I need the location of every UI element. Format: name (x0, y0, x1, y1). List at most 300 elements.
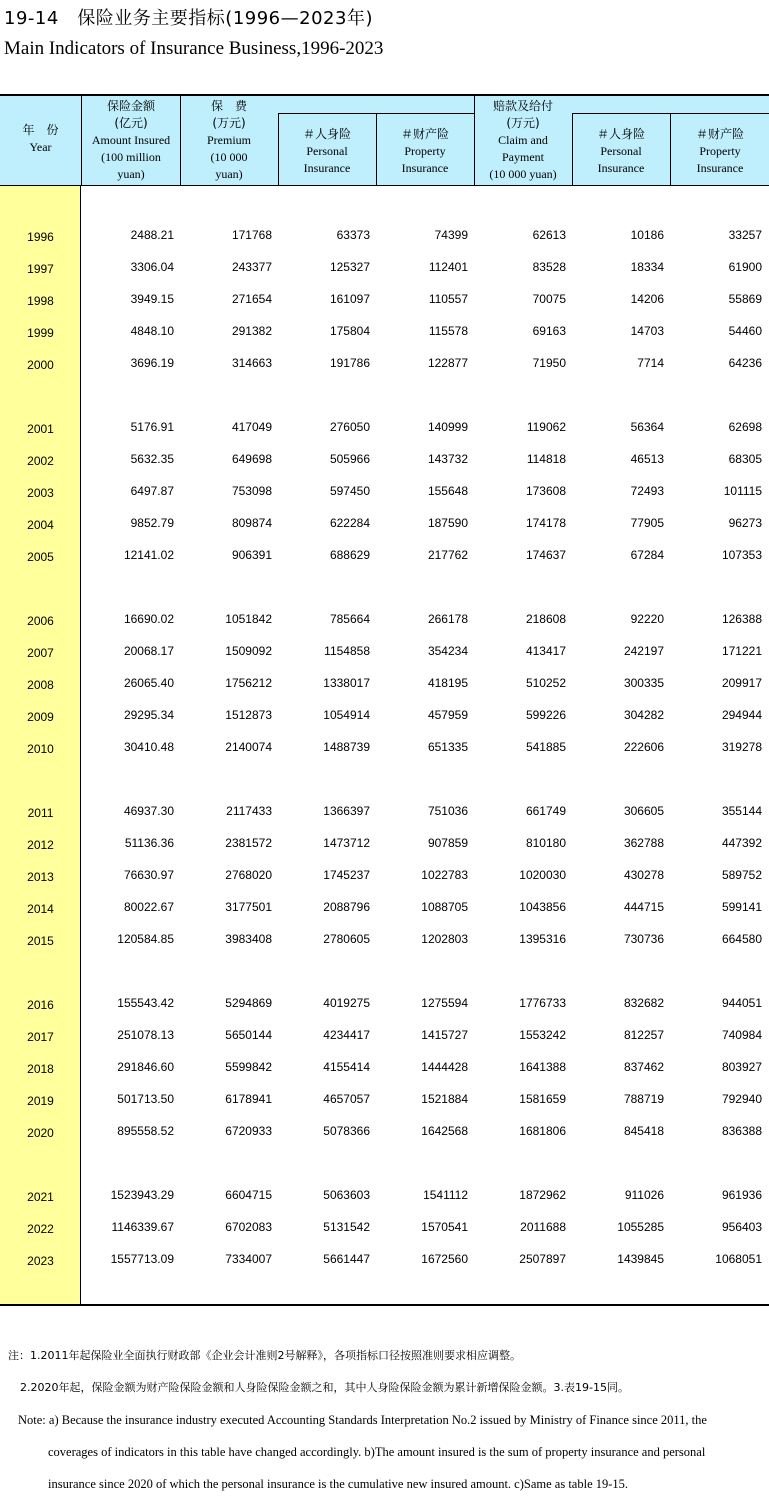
cell-premium: 171768 (231, 228, 272, 242)
cell-year: 2020 (27, 1126, 54, 1140)
cell-amount-insured: 30410.48 (123, 740, 174, 754)
header-premium-unit-en2: yuan) (215, 167, 243, 181)
cell-claim-personal: 837462 (623, 1060, 664, 1074)
cell-premium-personal: 5063603 (323, 1188, 370, 1202)
cell-premium-personal: 4155414 (323, 1060, 370, 1074)
cell-premium-personal: 63373 (336, 228, 370, 242)
cell-amount-insured: 20068.17 (123, 644, 174, 658)
header-premium-personal-en: Personal (306, 144, 348, 158)
cell-premium: 2117433 (226, 804, 272, 818)
cell-premium-property: 907859 (427, 836, 468, 850)
cell-premium-property: 1415727 (421, 1028, 468, 1042)
cell-claim-property: 171221 (721, 644, 762, 658)
cell-premium-property: 187590 (427, 516, 468, 530)
cell-premium: 3983408 (225, 932, 272, 946)
header-amount-unit-en: (100 million (101, 150, 161, 164)
cell-claim-property: 589752 (721, 868, 762, 882)
cell-premium: 1051842 (225, 612, 272, 626)
cell-year: 2023 (27, 1254, 54, 1268)
header-premium-en: Premium (207, 133, 251, 147)
cell-premium-personal: 125327 (329, 260, 370, 274)
cell-premium-personal: 2088796 (323, 900, 370, 914)
cell-claim: 173608 (525, 484, 566, 498)
cell-premium-property: 1672560 (421, 1252, 468, 1266)
cell-premium-property: 1521884 (421, 1092, 468, 1106)
cell-year: 2000 (27, 358, 54, 372)
cell-amount-insured: 3696.19 (130, 356, 174, 370)
cell-claim-property: 961936 (721, 1188, 762, 1202)
cell-claim-property: 803927 (721, 1060, 762, 1074)
header-amount-en: Amount Insured (91, 133, 171, 147)
table-row (0, 1188, 769, 1206)
cell-claim: 119062 (526, 420, 566, 434)
header-premium-cn: 保 费 (210, 99, 247, 113)
cell-claim-property: 62698 (728, 420, 762, 434)
cell-claim-property: 599141 (721, 900, 762, 914)
note-en-2: coverages of indicators in this table have changed accordingly. b)The amount insured is the sum of property insurance and personal (48, 1445, 706, 1459)
cell-claim-personal: 304282 (623, 708, 664, 722)
cell-claim-personal: 72493 (630, 484, 664, 498)
cell-amount-insured: 291846.60 (117, 1060, 174, 1074)
cell-premium: 809874 (231, 516, 272, 530)
cell-claim: 69163 (532, 324, 566, 338)
cell-premium-property: 1022783 (421, 868, 468, 882)
cell-claim-property: 319278 (721, 740, 762, 754)
cell-claim-property: 209917 (721, 676, 762, 690)
note-en-1: Note: a) Because the insurance industry executed Accounting Standards Interpretation No.2 issued by Ministry of Finance since 2011, the (18, 1413, 707, 1427)
cell-claim: 1020030 (519, 868, 566, 882)
cell-premium-property: 122877 (427, 356, 468, 370)
cell-premium-personal: 2780605 (323, 932, 370, 946)
cell-year: 2019 (27, 1094, 54, 1108)
cell-premium-property: 1202803 (421, 932, 468, 946)
header-premium-personal-cn: ＃人身险 (302, 127, 351, 141)
cell-claim: 1395316 (519, 932, 566, 946)
page-title-cn: 19-14 保险业务主要指标(1996—2023年) (4, 8, 373, 29)
table-row (0, 420, 769, 438)
cell-premium-property: 1444428 (421, 1060, 468, 1074)
cell-premium-property: 418195 (427, 676, 468, 690)
cell-claim-property: 355144 (721, 804, 762, 818)
header-claim-property-cn: ＃财产险 (695, 127, 744, 141)
cell-premium-property: 751036 (427, 804, 468, 818)
header-premium-property-en: Property (404, 144, 446, 158)
cell-premium: 5294869 (225, 996, 272, 1010)
cell-claim-personal: 10186 (630, 228, 664, 242)
cell-premium-property: 74399 (434, 228, 468, 242)
cell-premium: 3177501 (225, 900, 272, 914)
cell-premium-property: 110557 (428, 292, 468, 306)
cell-claim-personal: 1055285 (617, 1220, 664, 1234)
cell-premium: 1509092 (225, 644, 272, 658)
cell-year: 2005 (27, 550, 54, 564)
cell-premium: 6604715 (225, 1188, 272, 1202)
cell-amount-insured: 1146339.67 (111, 1220, 174, 1234)
table-row (0, 516, 769, 534)
header-divider (572, 114, 573, 186)
cell-claim-personal: 306605 (623, 804, 664, 818)
cell-claim: 218608 (525, 612, 566, 626)
table-row (0, 1092, 769, 1110)
table-row (0, 260, 769, 278)
cell-claim-property: 836388 (721, 1124, 762, 1138)
cell-year: 2014 (27, 902, 54, 916)
cell-claim-property: 664580 (721, 932, 762, 946)
cell-claim-property: 68305 (728, 452, 762, 466)
table-row (0, 356, 769, 374)
cell-claim-personal: 7714 (637, 356, 664, 370)
header-claim-personal-en: Personal (600, 144, 642, 158)
cell-claim-personal: 14206 (630, 292, 664, 306)
cell-premium: 243377 (231, 260, 272, 274)
cell-amount-insured: 12141.02 (123, 548, 174, 562)
cell-premium-property: 112401 (428, 260, 468, 274)
cell-premium: 649698 (231, 452, 272, 466)
cell-premium-personal: 688629 (329, 548, 370, 562)
cell-claim: 1581659 (519, 1092, 566, 1106)
cell-amount-insured: 16690.02 (123, 612, 174, 626)
cell-premium-property: 143732 (427, 452, 468, 466)
header-year-en: Year (29, 140, 52, 154)
cell-premium: 2381572 (225, 836, 272, 850)
header-premium (181, 98, 277, 183)
cell-premium: 1512873 (225, 708, 272, 722)
cell-amount-insured: 1557713.09 (110, 1252, 174, 1266)
cell-premium: 906391 (231, 548, 272, 562)
cell-claim: 62613 (532, 228, 566, 242)
header-claim-property (671, 126, 769, 177)
cell-claim: 599226 (525, 708, 566, 722)
cell-claim: 541885 (525, 740, 566, 754)
header-divider (180, 96, 181, 186)
note-cn-1: 注：1.2011年起保险业全面执行财政部《企业会计准则2号解释》，各项指标口径按照准则要求相应调整。 (8, 1349, 521, 1362)
header-premium-personal-en2: Insurance (303, 161, 351, 175)
header-claim-personal-cn: ＃人身险 (596, 127, 645, 141)
cell-premium: 271654 (231, 292, 272, 306)
cell-year: 2013 (27, 870, 54, 884)
cell-premium-personal: 175804 (329, 324, 370, 338)
cell-claim-personal: 300335 (623, 676, 664, 690)
cell-amount-insured: 5176.91 (130, 420, 174, 434)
cell-premium-personal: 505966 (329, 452, 370, 466)
table-row (0, 708, 769, 726)
cell-year: 2021 (27, 1190, 54, 1204)
table-row (0, 868, 769, 886)
table-row (0, 1028, 769, 1046)
cell-premium-personal: 1488739 (323, 740, 370, 754)
cell-premium-personal: 5078366 (323, 1124, 370, 1138)
cell-premium-personal: 1366397 (323, 804, 370, 818)
cell-year: 2015 (27, 934, 54, 948)
header-claim-unit-en: (10 000 yuan) (489, 167, 557, 181)
cell-amount-insured: 46937.30 (123, 804, 174, 818)
cell-claim-property: 101115 (723, 484, 762, 498)
header-claim-unit-cn: (万元) (506, 116, 540, 130)
cell-claim: 661749 (525, 804, 566, 818)
cell-year: 2007 (27, 646, 54, 660)
header-year-cn: 年 份 (22, 123, 59, 137)
cell-claim-personal: 18334 (630, 260, 664, 274)
table-row (0, 452, 769, 470)
cell-premium-personal: 276050 (329, 420, 370, 434)
cell-claim-property: 792940 (721, 1092, 762, 1106)
cell-claim: 1553242 (519, 1028, 566, 1042)
cell-premium-property: 1541112 (423, 1188, 468, 1202)
cell-claim-property: 126388 (721, 612, 762, 626)
cell-amount-insured: 9852.79 (130, 516, 174, 530)
header-amount-unit-cn: (亿元) (114, 116, 148, 130)
cell-claim: 174178 (525, 516, 566, 530)
cell-amount-insured: 251078.13 (117, 1028, 174, 1042)
cell-premium: 7334007 (225, 1252, 272, 1266)
cell-claim: 2507897 (519, 1252, 566, 1266)
cell-year: 1999 (27, 326, 54, 340)
cell-premium-personal: 4657057 (323, 1092, 370, 1106)
cell-amount-insured: 895558.52 (117, 1124, 174, 1138)
cell-claim-property: 944051 (721, 996, 762, 1010)
cell-premium: 6720933 (225, 1124, 272, 1138)
cell-claim: 71950 (532, 356, 566, 370)
cell-premium: 417049 (231, 420, 272, 434)
cell-year: 2001 (27, 422, 54, 436)
header-divider (376, 114, 377, 186)
cell-year: 1996 (27, 230, 54, 244)
cell-premium-personal: 161097 (329, 292, 370, 306)
table-row (0, 996, 769, 1014)
cell-claim-personal: 222606 (623, 740, 664, 754)
cell-premium-personal: 1745237 (323, 868, 370, 882)
header-divider (474, 96, 475, 186)
cell-claim-property: 55869 (728, 292, 762, 306)
cell-amount-insured: 26065.40 (123, 676, 174, 690)
cell-year: 2008 (27, 678, 54, 692)
header-year (0, 122, 81, 156)
cell-premium-personal: 1054914 (323, 708, 370, 722)
cell-premium-property: 1642568 (421, 1124, 468, 1138)
cell-amount-insured: 155543.42 (117, 996, 174, 1010)
cell-claim-property: 33257 (728, 228, 762, 242)
note-cn-2: 2.2020年起，保险金额为财产险保险金额和人身险保险金额之和，其中人身险保险金额为累计新增保险金额。3.表19-15同。 (20, 1381, 629, 1394)
cell-claim: 114818 (526, 452, 566, 466)
cell-claim-personal: 812257 (623, 1028, 664, 1042)
header-premium-personal (279, 126, 375, 177)
cell-premium-personal: 1473712 (323, 836, 370, 850)
cell-premium: 5650144 (225, 1028, 272, 1042)
cell-premium-property: 1275594 (421, 996, 468, 1010)
cell-claim: 510252 (525, 676, 566, 690)
cell-year: 2022 (27, 1222, 54, 1236)
cell-claim-personal: 444715 (623, 900, 664, 914)
cell-amount-insured: 501713.50 (117, 1092, 174, 1106)
header-claim-en: Claim and (498, 133, 548, 147)
cell-claim-property: 447392 (721, 836, 762, 850)
cell-amount-insured: 3306.04 (130, 260, 174, 274)
header-divider (572, 113, 769, 114)
cell-year: 2006 (27, 614, 54, 628)
cell-year: 1998 (27, 294, 54, 308)
cell-claim: 2011688 (520, 1220, 566, 1234)
table-row (0, 836, 769, 854)
page-title-en: Main Indicators of Insurance Business,1996-2023 (4, 38, 384, 59)
cell-premium-personal: 5661447 (323, 1252, 370, 1266)
cell-amount-insured: 51136.36 (124, 836, 174, 850)
cell-amount-insured: 5632.35 (130, 452, 174, 466)
cell-year: 2002 (27, 454, 54, 468)
cell-claim: 413417 (525, 644, 566, 658)
cell-year: 1997 (27, 262, 54, 276)
header-claim-personal (573, 126, 669, 177)
header-premium-property-cn: ＃财产险 (400, 127, 449, 141)
cell-year: 2010 (27, 742, 54, 756)
cell-premium-property: 266178 (427, 612, 468, 626)
cell-claim-personal: 430278 (623, 868, 664, 882)
cell-premium-personal: 1154858 (324, 644, 370, 658)
header-claim-personal-en2: Insurance (597, 161, 645, 175)
cell-claim: 83528 (532, 260, 566, 274)
cell-claim: 1681806 (519, 1124, 566, 1138)
table-row (0, 548, 769, 566)
cell-amount-insured: 6497.87 (130, 484, 174, 498)
cell-premium: 291382 (231, 324, 272, 338)
table-row (0, 228, 769, 246)
cell-premium-personal: 5131542 (323, 1220, 370, 1234)
header-claim-property-en: Property (699, 144, 741, 158)
cell-year: 2011 (27, 806, 54, 820)
cell-year: 2018 (27, 1062, 54, 1076)
header-amount-cn: 保险金额 (106, 99, 155, 113)
table-row (0, 292, 769, 310)
cell-premium-property: 155648 (427, 484, 468, 498)
cell-premium-property: 140999 (427, 420, 468, 434)
table-row (0, 900, 769, 918)
cell-claim: 1776733 (519, 996, 566, 1010)
cell-claim-property: 64236 (728, 356, 762, 370)
cell-premium-property: 354234 (427, 644, 468, 658)
cell-premium: 753098 (231, 484, 272, 498)
cell-premium-personal: 597450 (329, 484, 370, 498)
cell-claim-personal: 67284 (630, 548, 664, 562)
cell-claim-property: 956403 (721, 1220, 762, 1234)
cell-claim-personal: 92220 (630, 612, 664, 626)
cell-claim-personal: 77905 (630, 516, 664, 530)
table-row (0, 644, 769, 662)
cell-amount-insured: 120584.85 (117, 932, 174, 946)
cell-year: 2012 (27, 838, 54, 852)
cell-amount-insured: 29295.34 (123, 708, 174, 722)
cell-year: 2016 (27, 998, 54, 1012)
cell-premium-personal: 622284 (329, 516, 370, 530)
cell-year: 2003 (27, 486, 54, 500)
table-row (0, 484, 769, 502)
cell-claim-property: 740984 (721, 1028, 762, 1042)
header-claim-property-en2: Insurance (696, 161, 744, 175)
table-header (0, 96, 769, 186)
table-row (0, 676, 769, 694)
cell-claim-personal: 832682 (623, 996, 664, 1010)
cell-claim-personal: 46513 (630, 452, 664, 466)
cell-amount-insured: 80022.67 (123, 900, 174, 914)
cell-premium: 6702083 (225, 1220, 272, 1234)
cell-premium: 314663 (231, 356, 272, 370)
cell-claim-property: 96273 (728, 516, 762, 530)
header-claim-en2: Payment (502, 150, 544, 164)
cell-amount-insured: 3949.15 (130, 292, 174, 306)
cell-claim-personal: 911026 (624, 1188, 664, 1202)
cell-premium-property: 651335 (427, 740, 468, 754)
header-claim (475, 98, 571, 183)
cell-amount-insured: 76630.97 (123, 868, 174, 882)
cell-claim-personal: 242197 (623, 644, 664, 658)
header-amount-unit-en2: yuan) (117, 167, 145, 181)
cell-premium: 6178941 (225, 1092, 272, 1106)
cell-premium: 2140074 (225, 740, 272, 754)
cell-premium-property: 457959 (427, 708, 468, 722)
cell-premium-property: 1570541 (421, 1220, 468, 1234)
table-row (0, 1220, 769, 1238)
table-row (0, 1252, 769, 1270)
cell-claim-personal: 56364 (630, 420, 664, 434)
header-premium-unit-en: (10 000 (210, 150, 248, 164)
table-row (0, 932, 769, 950)
header-claim-cn: 赔款及给付 (492, 99, 553, 113)
cell-claim: 1641388 (519, 1060, 566, 1074)
cell-year: 2004 (27, 518, 54, 532)
note-en-3: insurance since 2020 of which the personal insurance is the cumulative new insured amount. c)Same as table 19-15. (48, 1477, 629, 1491)
cell-amount-insured: 4848.10 (130, 324, 174, 338)
cell-claim-property: 61900 (728, 260, 762, 274)
cell-claim-personal: 788719 (623, 1092, 664, 1106)
header-divider (278, 113, 474, 114)
cell-claim: 70075 (532, 292, 566, 306)
header-amount-insured (82, 98, 180, 183)
cell-claim-property: 107353 (721, 548, 762, 562)
cell-claim-personal: 1439845 (617, 1252, 664, 1266)
header-divider (278, 114, 279, 186)
cell-claim-personal: 845418 (623, 1124, 664, 1138)
indicators-table (0, 94, 769, 1306)
cell-premium: 2768020 (225, 868, 272, 882)
cell-year: 2009 (27, 710, 54, 724)
cell-claim-property: 1068051 (715, 1252, 762, 1266)
header-divider (81, 96, 82, 186)
cell-claim-property: 294944 (721, 708, 762, 722)
cell-claim: 1043856 (519, 900, 566, 914)
cell-amount-insured: 2488.21 (130, 228, 174, 242)
cell-premium: 1756212 (225, 676, 272, 690)
header-premium-property-en2: Insurance (401, 161, 449, 175)
table-row (0, 324, 769, 342)
cell-premium-personal: 4234417 (323, 1028, 370, 1042)
cell-premium: 5599842 (225, 1060, 272, 1074)
table-row (0, 1124, 769, 1142)
cell-claim: 810180 (525, 836, 566, 850)
cell-premium-personal: 4019275 (323, 996, 370, 1010)
header-divider (670, 114, 671, 186)
cell-premium-personal: 785664 (329, 612, 370, 626)
cell-claim-personal: 730736 (623, 932, 664, 946)
table-row (0, 612, 769, 630)
cell-premium-property: 217762 (427, 548, 468, 562)
cell-premium-property: 1088705 (421, 900, 468, 914)
table-row (0, 740, 769, 758)
table-row (0, 1060, 769, 1078)
header-premium-unit-cn: (万元) (212, 116, 246, 130)
cell-claim-property: 54460 (728, 324, 762, 338)
cell-premium-personal: 1338017 (323, 676, 370, 690)
cell-claim: 174637 (525, 548, 566, 562)
table-row (0, 804, 769, 822)
cell-premium-personal: 191786 (329, 356, 370, 370)
